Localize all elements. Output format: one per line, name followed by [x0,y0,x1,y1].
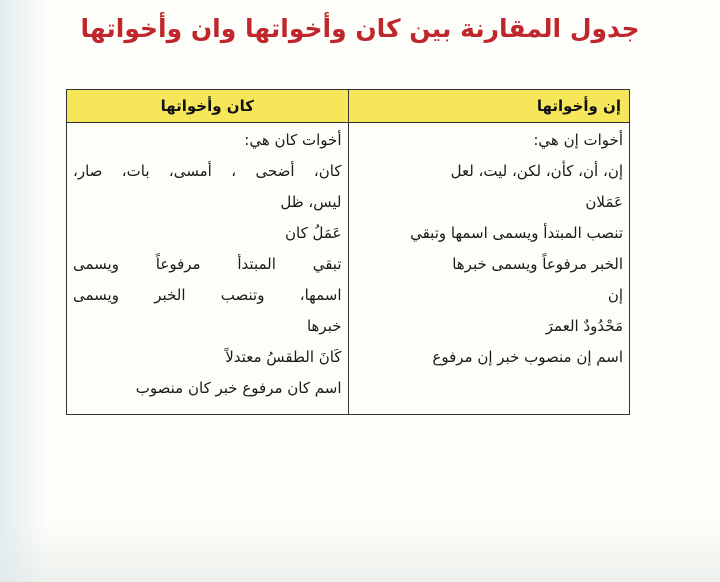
inna-line: تنصب المبتدأ ويسمى اسمها وتبقي [410,224,623,242]
kana-line: اسمها، وتنصب الخبر ويسمى [73,286,342,304]
bottom-edge-shade [0,522,720,582]
inna-line: إن [607,286,623,304]
inna-column [348,123,630,415]
kana-line: كَانَ الطقسُ معتدلاً [225,348,342,366]
inna-line: الخبر مرفوعاً ويسمى خبرها [452,255,623,273]
inna-line: اسم إن منصوب خبر إن مرفوع [432,348,623,366]
kana-line: خبرها [306,317,342,335]
table-header-row [67,90,630,123]
table-body-row [67,123,630,415]
inna-line: إن، أن، كأن، لكن، ليت، لعل [450,162,623,180]
kana-line: ليس، ظل [280,193,342,211]
inna-line: عَمَلان [585,193,623,211]
kana-line: عَمَلُ كان [285,224,342,242]
header-kana: كان وأخواتها [67,90,349,123]
inna-line: مَحْدُودٌ العمرَ [545,317,623,335]
inna-line: أخوات إن هي: [533,131,623,149]
kana-line: كان، أضحى ، أمسى، بات، صار، [73,162,342,180]
kana-column [67,123,349,415]
comparison-table [66,89,630,415]
header-inna: إن وأخواتها [348,90,630,123]
page-title: جدول المقارنة بين كان وأخواتها وان وأخواتها [80,14,640,43]
kana-line: أخوات كان هي: [244,131,342,149]
kana-line: اسم كان مرفوع خبر كان منصوب [135,379,342,397]
kana-line: تبقي المبتدأ مرفوعاً ويسمى [73,255,342,273]
left-edge-shade [0,0,46,582]
